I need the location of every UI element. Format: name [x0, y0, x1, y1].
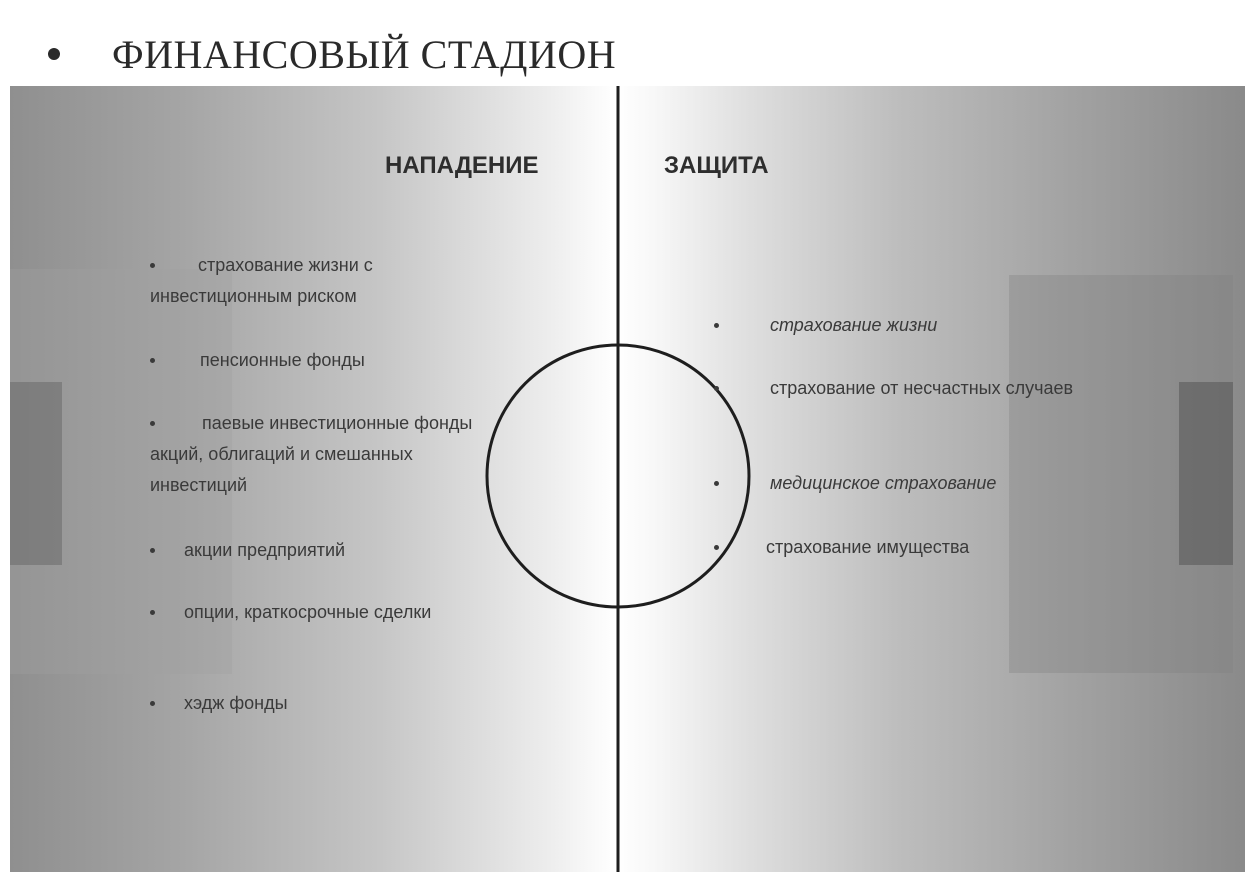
bullet-icon: [150, 701, 155, 706]
defense-item: медицинское страхование: [714, 468, 1134, 499]
defense-item: страхование имущества: [714, 532, 1134, 563]
bullet-icon: [150, 263, 155, 268]
bullet-icon: [714, 323, 719, 328]
bullet-icon: [150, 548, 155, 553]
title-bullet-icon: [48, 48, 60, 60]
attack-item: акции предприятий: [150, 535, 510, 566]
stadium-field: [10, 86, 1245, 872]
defense-item: страхование от несчастных случаев: [714, 373, 1134, 404]
bullet-icon: [150, 358, 155, 363]
page-title-text: ФИНАНСОВЫЙ СТАДИОН: [112, 31, 617, 77]
attack-heading: НАПАДЕНИЕ: [385, 152, 539, 179]
attack-item: опции, краткосрочные сделки: [150, 597, 510, 628]
page-title: [48, 26, 616, 82]
attack-item: пенсионные фонды: [150, 345, 510, 376]
bullet-icon: [150, 610, 155, 615]
bullet-icon: [714, 545, 719, 550]
attack-item: страхование жизни с инвестиционным риском: [150, 255, 373, 306]
defense-heading: ЗАЩИТА: [664, 152, 769, 179]
bullet-icon: [714, 386, 719, 391]
bullet-icon: [714, 481, 719, 486]
attack-item: паевые инвестиционные фонды акций, облигаций и смешанных инвестиций: [150, 413, 473, 495]
bullet-icon: [150, 421, 155, 426]
defense-item: страхование жизни: [714, 310, 1134, 341]
attack-item: хэдж фонды: [150, 688, 510, 719]
